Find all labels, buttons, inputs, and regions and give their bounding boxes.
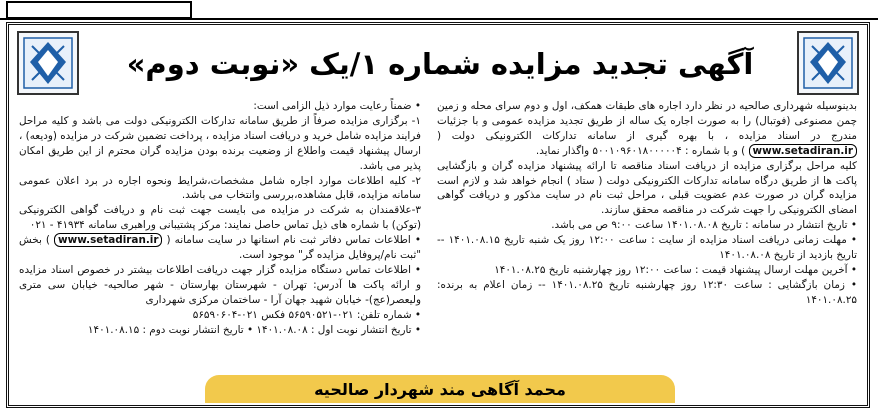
municipality-logo-right xyxy=(797,31,859,95)
requirement-2: ۲- کلیه اطلاعات موارد اجاره شامل مشخصات،شرایط ونحوه اجاره در برد اعلان عمومی سامانه مزایده، قابل مشاهده،بررسی وانتخاب می باشد. xyxy=(19,174,421,202)
phone-fax-item: • شماره تلفن: ۰۲۱-۵۶۵۹۰۵۲۱ فکس ۰۲۱-۵۶۵۹۰۶۰۴ xyxy=(192,308,421,321)
process-paragraph: کلیه مراحل برگزاری مزایده از دریافت اسناد مناقصه تا ارائه پیشنهاد مزایده گران و بازگشایی پاکت ها از طریق درگاه سامانه تدارکات الکترونیکی دولت ( ستاد ) انجام خواهد شد و لازم است مزایده گران در صورت عدم عضویت قبلی ، مراحل ثبت نام در سایت مذکور و دریافت گواهی امضای الکترونیکی را جهت شرکت در مناقصه محقق سازند. xyxy=(437,159,857,217)
notice-title: آگهی تجدید مزایده شماره ۱/یک «نوبت دوم» xyxy=(126,47,754,81)
top-rule xyxy=(0,0,878,20)
requirements-intro: • ضمناً رعایت موارد ذیل الزامی است: xyxy=(253,100,421,112)
registration-text-post: ) بخش "ثبت نام/پروفایل مزایده گر" موجود است. xyxy=(19,234,421,262)
registration-text-pre: • اطلاعات تماس دفاتر ثبت نام استانها در سایت سامانه ( xyxy=(166,234,422,247)
setadiran-link-2[interactable]: www.setadiran.ir xyxy=(54,233,162,247)
contact-address-item: • اطلاعات تماس دستگاه مزایده گزار جهت دریافت اطلاعات بیشتر در خصوص اسناد مزایده و ارائه پاکت ها آدرس: تهران - شهرستان بهارستان - شهر صالحیه- خیابان سی متری ولیعصر(عج)- خیابان شهید جهان آرا - ساختمان مرکزی شهرداری xyxy=(19,263,421,306)
intro-paragraph xyxy=(437,99,857,159)
requirement-1: ۱- برگزاری مزایده صرفاً از طریق سامانه تدارکات الکترونیکی دولت می باشد و کلیه مراحل فرایند مزایده شامل خرید و دریافت اسناد مزایده ، پرداخت تضمین شرکت در مزایده (ودیعه) ، ارسال پیشنهاد قیمت واطلاع از وضعیت برنده بودن مزایده گران محترم از این طریق امکان پذیر می باشد. xyxy=(19,114,421,172)
bid-deadline-item: • آخرین مهلت ارسال پیشنهاد قیمت : ساعت ۱۲:۰۰ روز چهارشنبه تاریخ ۱۴۰۱.۰۸.۲۵ xyxy=(494,263,857,276)
registration-offices-item xyxy=(19,233,421,263)
document-deadline-item: • مهلت زمانی دریافت اسناد مزایده از سایت : ساعت ۱۲:۰۰ روز یک شنبه تاریخ ۱۴۰۱.۰۸.۱۵ -- تاریخ بازدید از تاریخ ۱۴۰۱.۰۸.۰۸ xyxy=(437,234,857,262)
right-column xyxy=(437,99,857,308)
notice-frame xyxy=(6,22,870,408)
publish-date-item: • تاریخ انتشار در سامانه : تاریخ ۱۴۰۱.۰۸.۰۸ ساعت ۹:۰۰ ص می باشد. xyxy=(551,219,857,232)
publication-dates-item: • تاریخ انتشار نوبت اول : ۱۴۰۱.۰۸.۰۸ • تاریخ انتشار نوبت دوم : ۱۴۰۱.۰۸.۱۵ xyxy=(87,323,421,336)
setadiran-link[interactable]: www.setadiran.ir xyxy=(749,144,857,158)
municipality-logo-left xyxy=(17,31,79,95)
mayor-signature-banner: محمد آگاهی مند شهردار صالحیه xyxy=(205,375,675,403)
left-column xyxy=(19,99,421,338)
intro-text: بدینوسیله شهرداری صالحیه در نظر دارد اجاره های طبقات همکف، اول و دوم سرای محله و زمین چمن مصنوعی (فوتبال) را به صورت اجاره یک ساله از طریق تجدید مزایده عمومی و با جزئیات مندرج در اسناد مزایده ، با بهره گیری از سامانه تدارکات الکترونیکی دولت ( xyxy=(437,100,857,142)
emblem-icon xyxy=(20,34,76,92)
requirement-3: ۳-علاقمندان به شرکت در مزایده می بایست جهت ثبت نام و دریافت گواهی الکترونیکی (توکن) با شماره های ذیل تماس حاصل نمایند: مرکز پشتیبانی وراهبری سامانه ۴۱۹۳۴ - ۰۲۱ xyxy=(19,204,421,232)
opening-time-item: • زمان بازگشایی : ساعت ۱۲:۳۰ روز چهارشنبه تاریخ ۱۴۰۱.۰۸.۲۵ -- زمان اعلام به برنده: ۱۴۰۱.۰۸.۲۵ xyxy=(437,278,857,306)
intro-tail: ) و با شماره : ۵۰۰۱۰۹۶۰۱۸۰۰۰۰۰۴ واگذار نماید. xyxy=(535,144,746,157)
header-box xyxy=(6,1,192,19)
emblem-icon xyxy=(800,34,856,92)
